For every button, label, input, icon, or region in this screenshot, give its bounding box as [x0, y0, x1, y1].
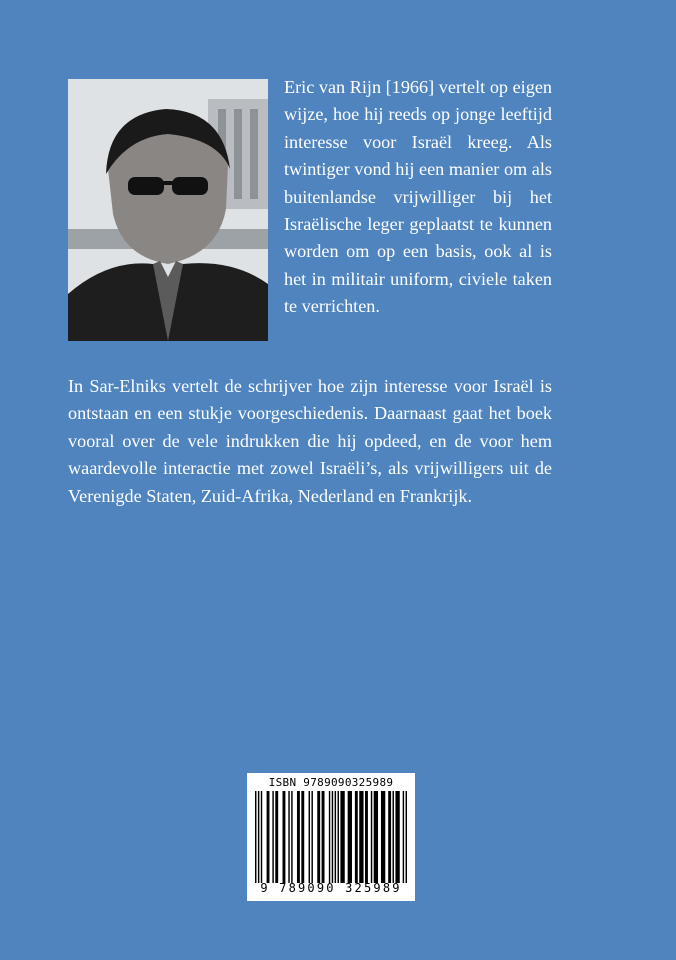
isbn-barcode: [247, 773, 415, 901]
isbn-digits: 9 789090 325989: [260, 881, 402, 895]
isbn-label: ISBN 9789090325989: [268, 776, 394, 789]
author-photo: [68, 79, 268, 341]
author-intro-paragraph: Eric van Rijn [1966] vertelt op eigen wijze, hoe hij reeds op jonge leeftijd interesse voor Israël kreeg. Als twintiger vond hij een manier om als buitenlandse vrijwilliger bij het Israëlische leger geplaatst te kunnen worden om op een basis, ook al is het in militair uniform, civiele taken te verrichten.: [284, 77, 552, 317]
barcode-bars: [255, 791, 407, 883]
book-description-paragraph: In Sar-Elniks vertelt de schrijver hoe zijn interesse voor Israël is ontstaan en een stukje voorgeschiedenis. Daarnaast gaat het boek vooral over de vele indrukken die hij opdeed, en de voor hem waardevolle interactie met zowel Israëli’s, als vrijwilligers uit de Verenigde Staten, Zuid-Afrika, Nederland en Frankrijk.: [68, 376, 552, 506]
